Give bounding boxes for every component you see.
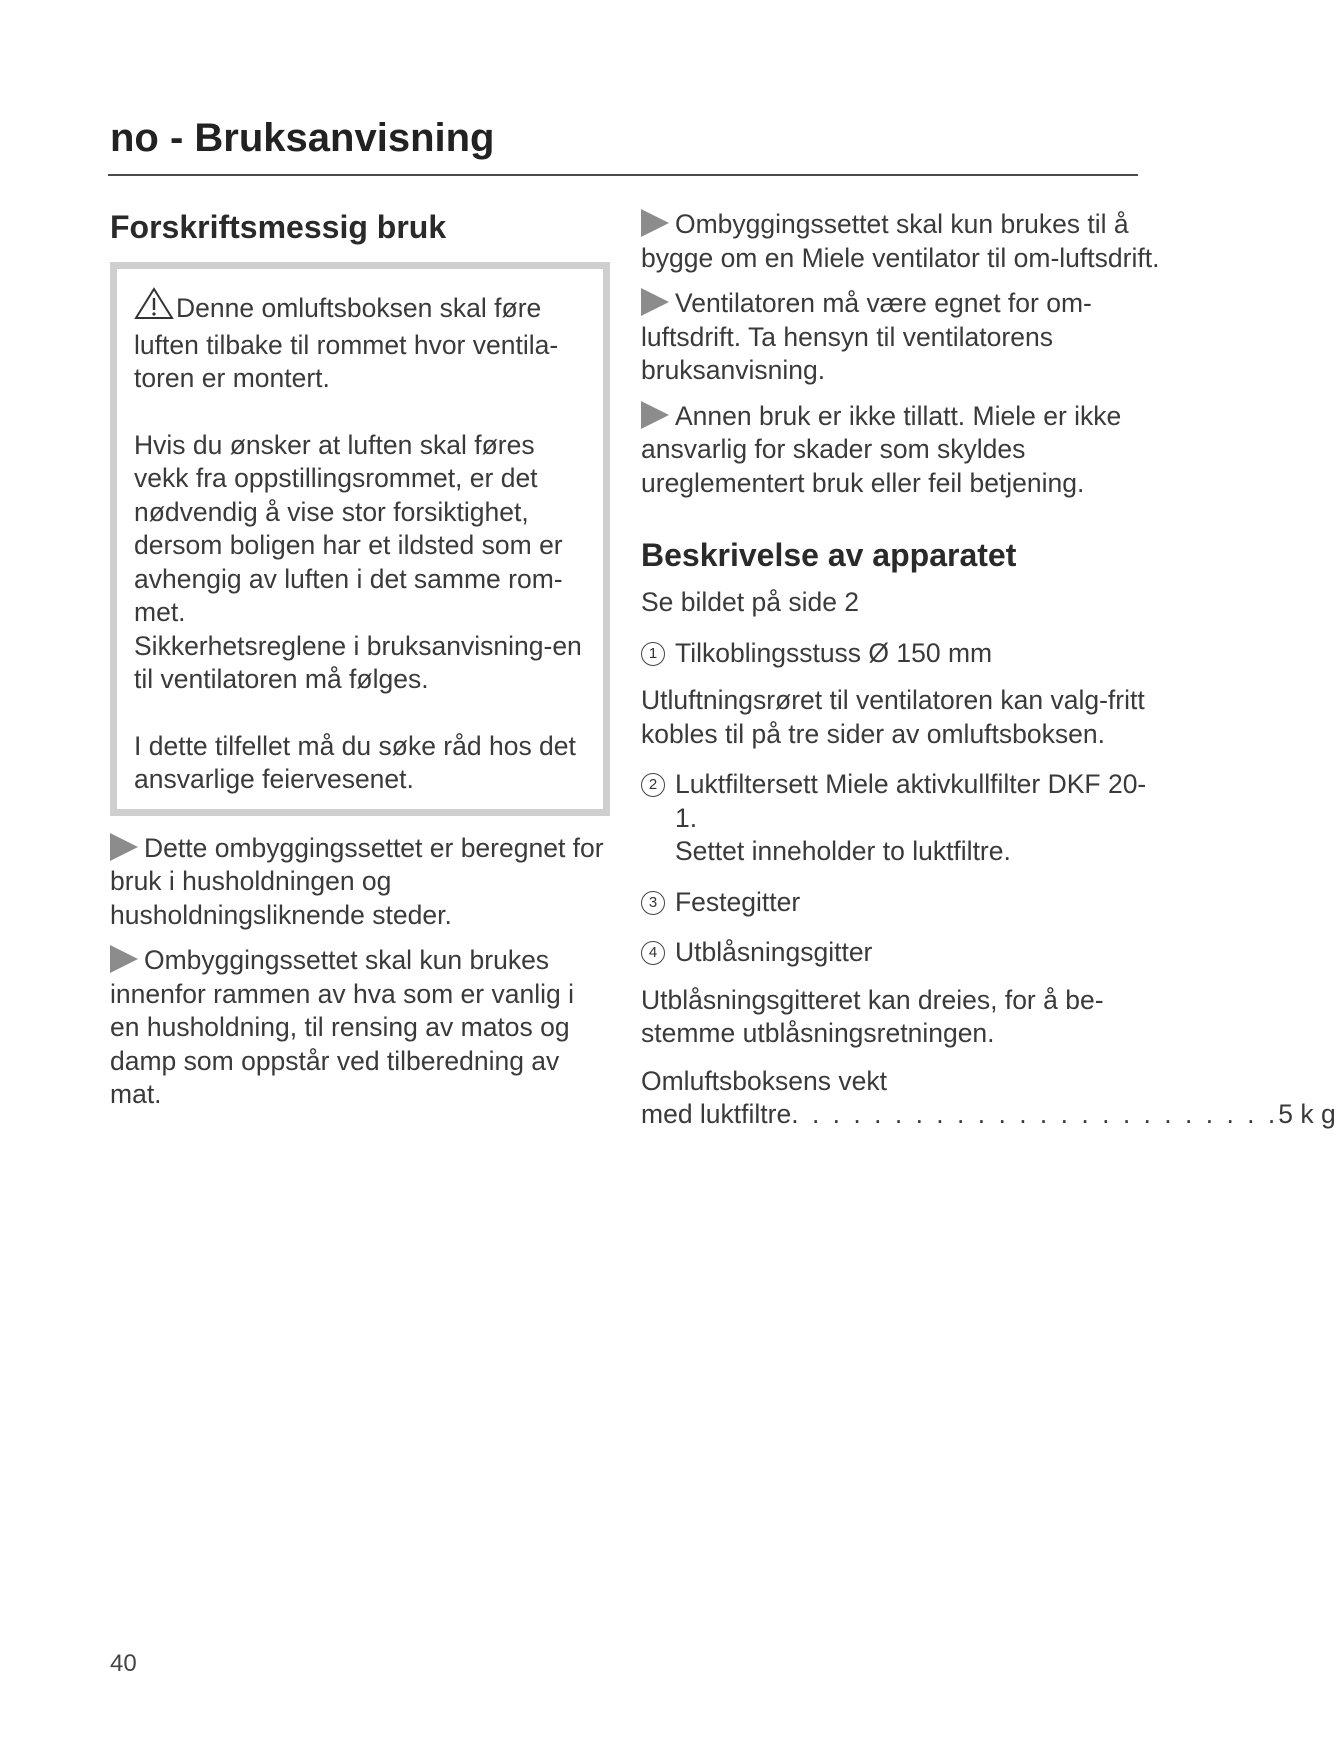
see-picture-text: Se bildet på side 2 (641, 587, 860, 617)
legend-item-3: 3 Festegitter (641, 886, 1161, 920)
number-4-icon: 4 (641, 941, 665, 965)
section-heading-intended-use: Forskriftsmessig bruk (110, 209, 447, 245)
legend-item-2: 2 Luktfiltersett Miele aktivkullfilter DKF 20-1. Settet inneholder to luktfiltre. (641, 768, 1161, 869)
warning-box (110, 262, 610, 816)
arrow-bullet-icon (110, 833, 138, 861)
warning-paragraph-2b: Sikkerhetsreglene i bruksanvisning-en til ventilatoren må følges. (134, 630, 582, 694)
warning-text-1: Denne omluftsboksen skal føre luften tilbake til rommet hvor ventila-toren er montert. (134, 293, 559, 393)
left-column (110, 206, 610, 1112)
page-title: no - Bruksanvisning (110, 116, 495, 160)
arrow-bullet-icon (641, 288, 669, 316)
section-heading-description: Beskrivelse av apparatet (641, 537, 1017, 573)
bullet-item: Ventilatoren må være egnet for om-luftsdrift. Ta hensyn til ventilatorens bruksanvisning. (641, 288, 1092, 385)
warning-triangle-icon (134, 287, 174, 329)
warning-paragraph-2: Hvis du ønsker at luften skal føres vekk fra oppstillingsrommet, er det nødvendig å vise stor forsiktighet, dersom boligen har et ildsted som er avhengig av luften i det samme rom-met. (134, 429, 563, 627)
legend-item-1: 1 Tilkoblingsstuss Ø 150 mm (641, 637, 1161, 671)
number-2-icon: 2 (641, 773, 665, 797)
warning-paragraph-1 (134, 287, 591, 396)
bullet-item: Ombyggingssettet skal kun brukes innenfor rammen av hva som er vanlig i en husholdning, til rensing av matos og damp som oppstår ved tilberedning av mat. (110, 945, 574, 1109)
bullet-item: Ombyggingssettet skal kun brukes til å bygge om en Miele ventilator til om-luftsdrift. (641, 209, 1160, 273)
weight-label-2: med luktfiltre (641, 1099, 792, 1129)
grille-note: Utblåsningsgitteret kan dreies, for å be-stemme utblåsningsretningen. (641, 984, 1104, 1048)
legend-item-4: 4 Utblåsningsgitter (641, 936, 1161, 970)
weight-dots: . . . . . . . . . . . . . . . . . . . . . . . . (791, 1099, 1279, 1129)
warning-paragraph-3: I dette tilfellet må du søke råd hos det ansvarlige feiervesenet. (134, 730, 576, 794)
number-3-icon: 3 (641, 891, 665, 915)
title-divider (108, 174, 1138, 176)
bullet-item: Dette ombyggingssettet er beregnet for bruk i husholdningen og husholdningsliknende steder. (110, 832, 604, 930)
weight-label: Omluftsboksens vekt (641, 1065, 887, 1096)
arrow-bullet-icon (641, 209, 669, 237)
arrow-bullet-icon (110, 945, 138, 973)
bullet-item: Annen bruk er ikke tillatt. Miele er ikke ansvarlig for skader som skyldes ureglementert bruk eller feil betjening. (641, 400, 1122, 498)
weight-value: 5 k g (1278, 1099, 1336, 1129)
connection-note: Utluftningsrøret til ventilatoren kan valg-fritt kobles til på tre sider av omluftsboksen. (641, 685, 1145, 749)
arrow-bullet-icon (641, 401, 669, 429)
number-1-icon: 1 (641, 642, 665, 666)
page-number: 40 (110, 1650, 137, 1677)
right-column (641, 208, 1336, 1132)
weight-row (641, 1098, 1336, 1132)
